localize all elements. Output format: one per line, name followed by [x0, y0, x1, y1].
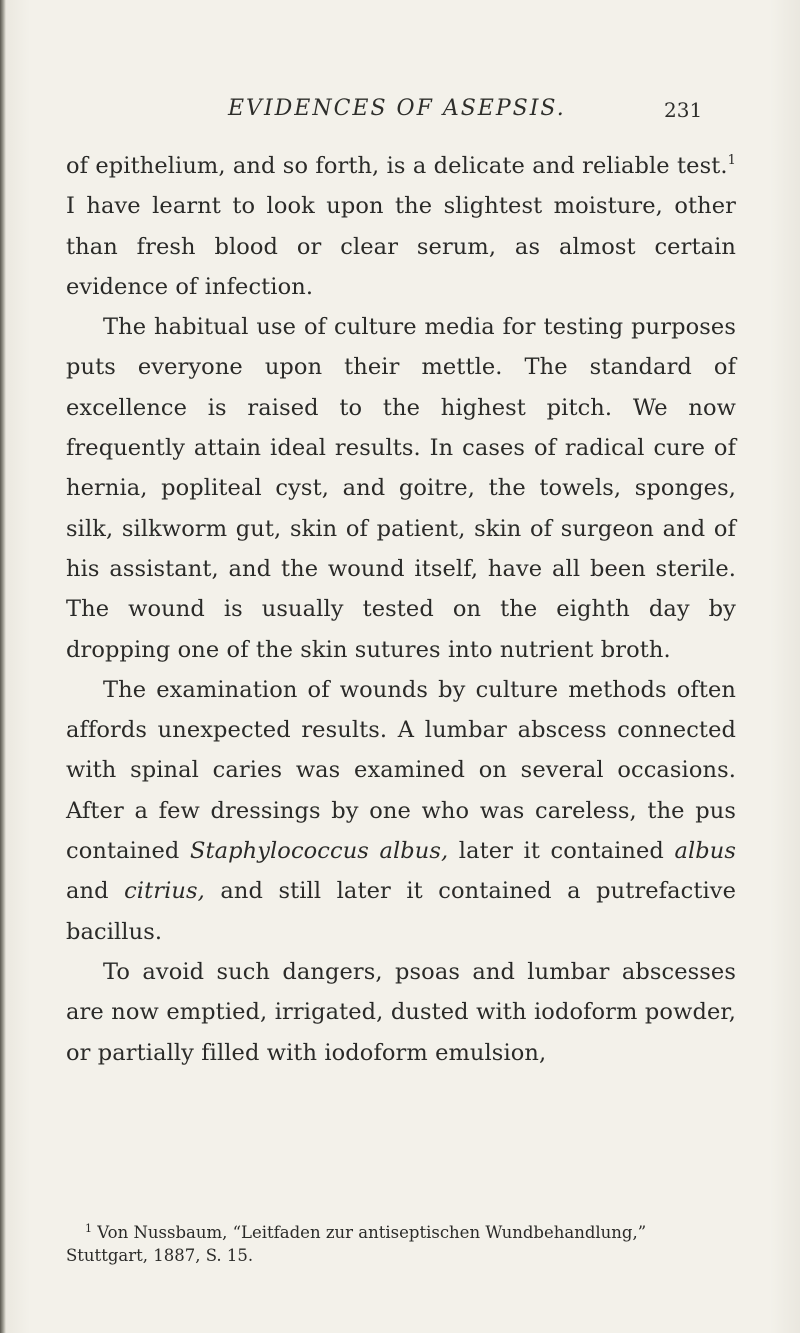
page-header: [0, 96, 800, 136]
body-text: [66, 146, 736, 1073]
text-run: and still later it contained a putrefactive bacillus.: [66, 878, 736, 945]
footnote: [66, 1221, 736, 1267]
page-number: 231: [664, 98, 703, 122]
italic-term: citrius,: [124, 878, 205, 905]
footnote-marker: 1: [85, 1222, 92, 1235]
text-run: and: [66, 878, 125, 905]
footnote-reference: 1: [727, 153, 736, 168]
text-run: I have learnt to look upon the slightest moisture, other than fresh blood or clear serum, as almost certain evidence of infection.: [66, 193, 736, 300]
footnote-citation: Von Nussbaum, “Leitfaden zur antiseptischen Wundbehandlung,”: [92, 1223, 647, 1242]
italic-term: Staphylococcus albus,: [189, 838, 449, 865]
paragraph: [66, 670, 736, 952]
running-head: EVIDENCES OF ASEPSIS.: [228, 96, 566, 121]
text-run: of epithelium, and so forth, is a delicate and reliable test.: [66, 153, 728, 179]
text-run: The examination of wounds by culture methods often affords unexpected results. A lumbar abscess connected with spinal caries was examined on several occasions. After a few dressings by one who was careless, the pus contained: [66, 676, 736, 865]
text-run: later it contained: [448, 838, 675, 865]
footnote-line-2: Stuttgart, 1887, S. 15.: [66, 1246, 254, 1265]
binding-edge: [0, 0, 6, 1333]
text-run: To avoid such dangers, psoas and lumbar abscesses are now emptied, irrigated, dusted with iodoform powder, or partially filled with iodoform emulsion,: [66, 958, 736, 1066]
italic-term: albus: [674, 838, 737, 865]
paragraph: [66, 146, 736, 307]
paragraph: [66, 952, 736, 1073]
text-run: The habitual use of culture media for testing purposes puts everyone upon their mettle. The standard of excellence is raised to the highest pitch. We now frequently attain ideal results. In cases of radical cure of hernia, popliteal cyst, and goitre, the towels, sponges, silk, silkworm gut, skin of patient, skin of surgeon and of his assistant, and the wound itself, have all been sterile. The wound is usually tested on the eighth day by dropping one of the skin sutures into nutrient broth.: [66, 314, 736, 663]
paragraph: [66, 307, 736, 670]
footnote-line-1: [66, 1221, 736, 1244]
